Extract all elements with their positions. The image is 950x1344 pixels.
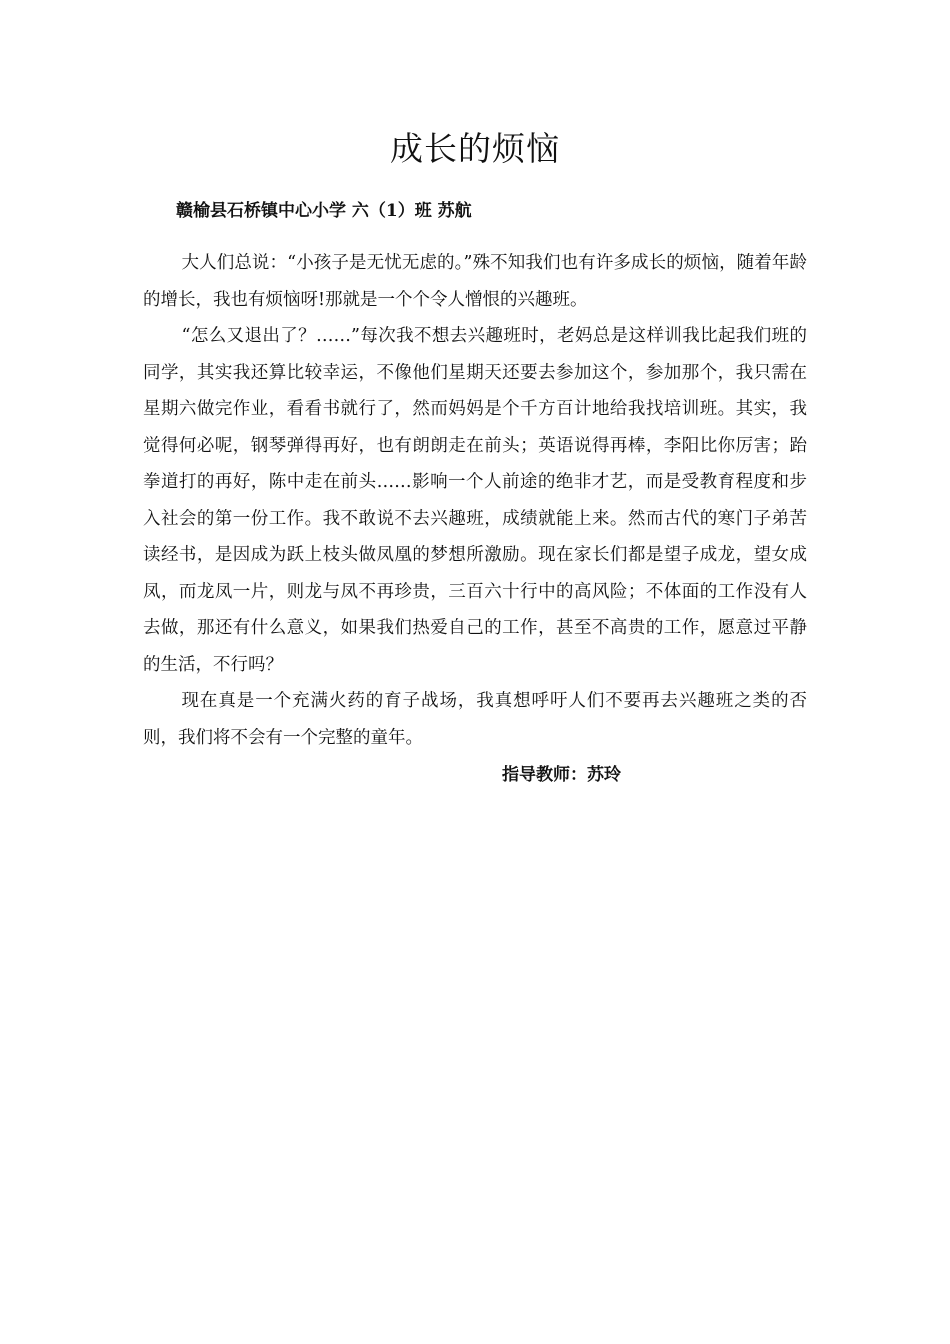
document-title: 成长的烦恼 xyxy=(390,129,560,168)
paragraph: “怎么又退出了？……”每次我不想去兴趣班时，老妈总是这样训我比起我们班的同学，其实我还算比较幸运，不像他们星期天还要去参加这个，参加那个，我只需在星期六做完作业，看看书就行了，然而妈妈是个千方百计地给我找培训班。其实，我觉得何必呢，钢琴弹得再好，也有朗朗走在前头；英语说得再棒，李阳比你厉害；跆拳道打的再好，陈中走在前头……影响一个人前途的绝非才艺，而是受教育程度和步入社会的第一份工作。我不敢说不去兴趣班，成绩就能上来。然而古代的寒门子弟苦读经书，是因成为跃上枝头做凤凰的梦想所激励。现在家长们都是望子成龙，望女成凤，而龙凤一片，则龙与凤不再珍贵，三百六十行中的高风险；不体面的工作没有人去做，那还有什么意义，如果我们热爱自己的工作，甚至不高贵的工作，愿意过平静的生活，不行吗？ xyxy=(143,326,807,675)
essay-body xyxy=(143,245,807,756)
paragraph: 现在真是一个充满火药的育子战场，我真想呼吁人们不要再去兴趣班之类的否则，我们将不会有一个完整的童年。 xyxy=(143,691,807,748)
paragraph: 大人们总说：“小孩子是无忧无虑的。”殊不知我们也有许多成长的烦恼，随着年龄的增长，我也有烦恼呀!那就是一个个令人憎恨的兴趣班。 xyxy=(143,253,807,310)
teacher-signature: 指导教师：苏玲 xyxy=(502,765,621,785)
author-byline: 赣榆县石桥镇中心小学 六（1）班 苏航 xyxy=(176,201,472,221)
